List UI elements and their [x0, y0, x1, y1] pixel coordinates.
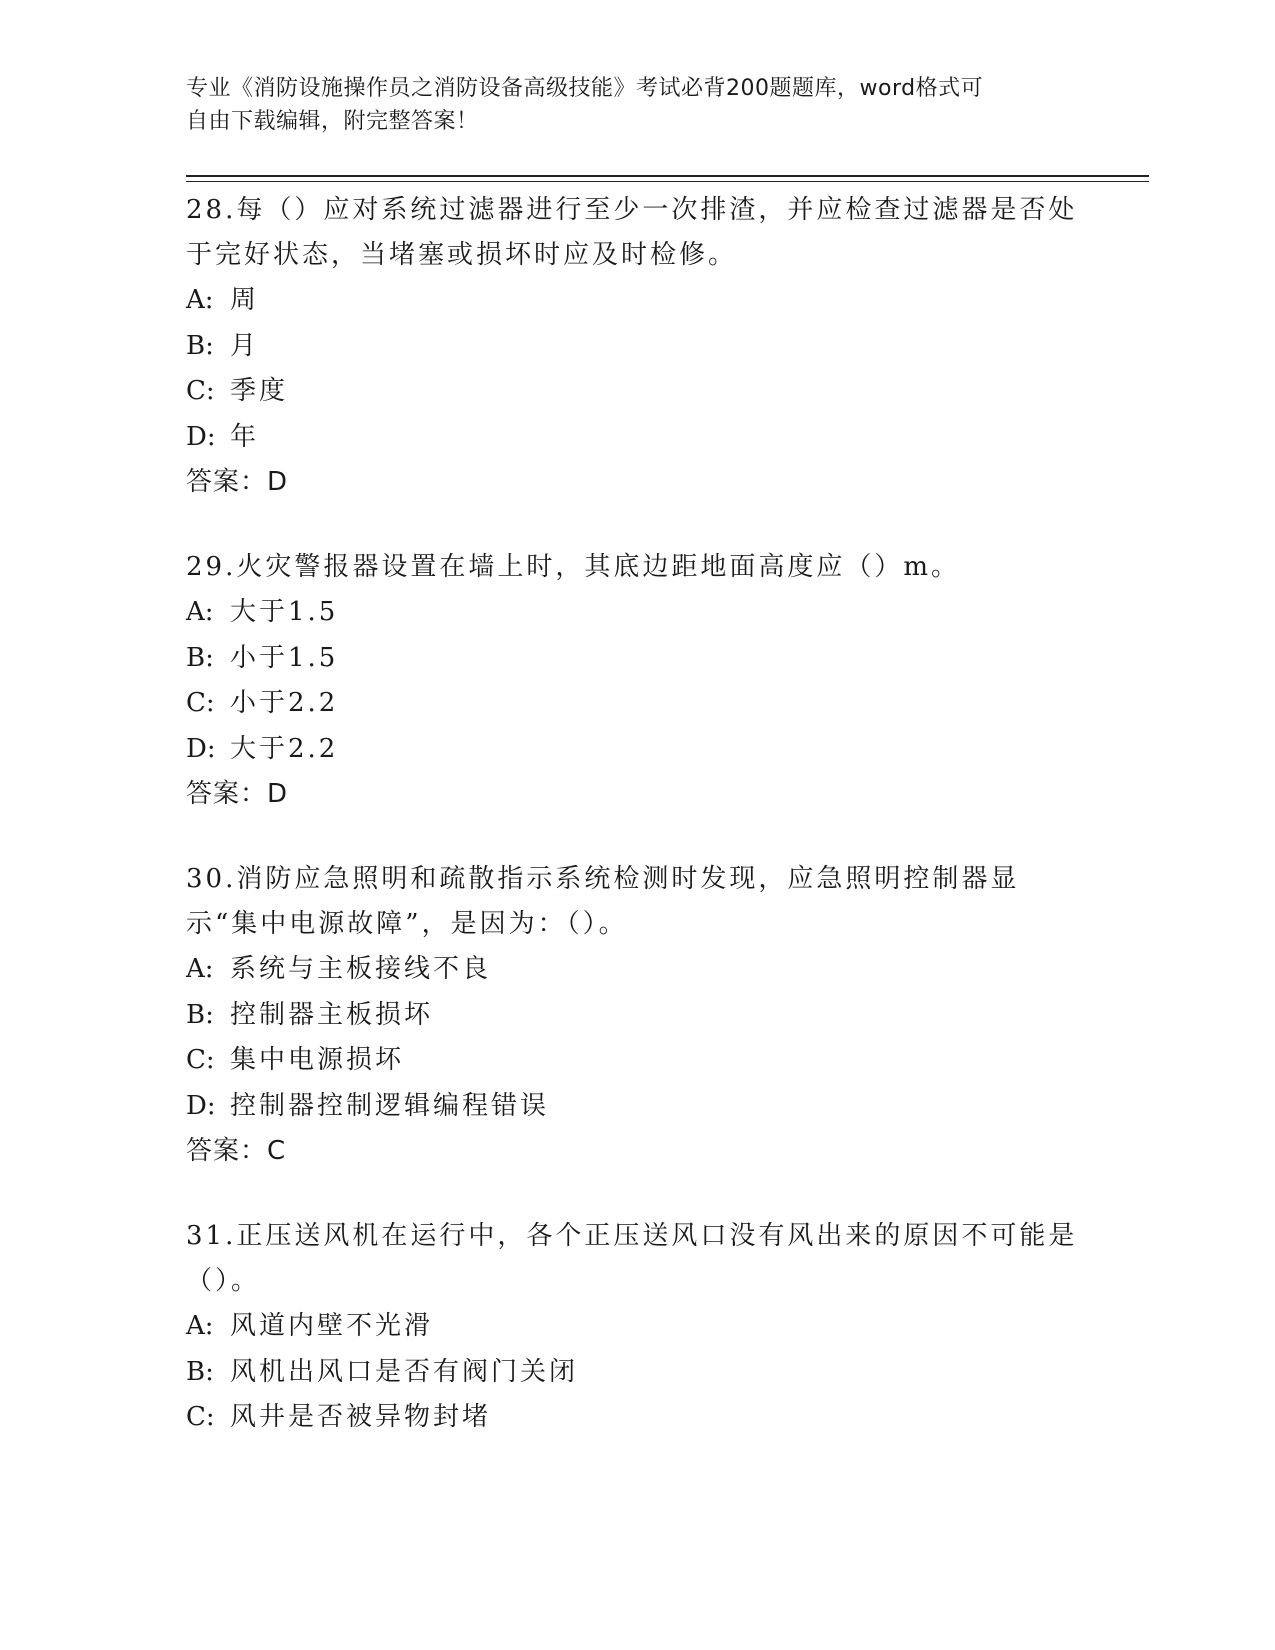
- option-d: [186, 415, 1086, 461]
- option-d: [186, 727, 1086, 773]
- answer-line: 答案：C: [186, 1136, 287, 1166]
- option-text: 周: [230, 285, 260, 315]
- option-text: 小于2.2: [230, 688, 339, 718]
- option-text: 控制器控制逻辑编程错误: [230, 1090, 550, 1121]
- document-header: [186, 72, 1066, 138]
- option-a: [186, 590, 1086, 636]
- option-c: [186, 1395, 1086, 1441]
- question-stem: 30.消防应急照明和疏散指示系统检测时发现，应急照明控制器显示“集中电源故障”，是因为：（）。: [186, 864, 1020, 939]
- option-text: 小于1.5: [230, 642, 339, 673]
- option-b: [186, 1350, 1086, 1396]
- option-b: [186, 993, 1086, 1039]
- option-text: 大于2.2: [230, 733, 339, 764]
- option-letter: B:: [186, 999, 214, 1030]
- option-letter: B:: [186, 642, 214, 673]
- question-stem: 28.每（）应对系统过滤器进行至少一次排渣，并应检查过滤器是否处于完好状态，当堵塞或损坏时应及时检修。: [186, 195, 1078, 270]
- option-letter: C:: [186, 688, 215, 718]
- option-letter: A:: [186, 954, 214, 984]
- option-c: [186, 681, 1086, 727]
- option-text: 风道内壁不光滑: [230, 1311, 434, 1341]
- header-line-1: 专业《消防设施操作员之消防设备高级技能》考试必背200题题库，word格式可: [186, 76, 984, 101]
- question-29: [186, 545, 1086, 817]
- option-letter: A:: [186, 597, 214, 627]
- answer-line: 答案：D: [186, 779, 289, 809]
- option-c: [186, 1038, 1086, 1084]
- option-b: [186, 636, 1086, 682]
- option-letter: A:: [186, 1311, 214, 1341]
- header-line-2: 自由下载编辑，附完整答案！: [186, 109, 479, 134]
- header-divider-thick: [186, 175, 1149, 177]
- option-letter: B:: [186, 330, 214, 361]
- option-text: 风机出风口是否有阀门关闭: [230, 1356, 579, 1387]
- answer-line: 答案：D: [186, 467, 289, 497]
- question-31: [186, 1214, 1086, 1441]
- question-stem: 29.火灾警报器设置在墙上时，其底边距地面高度应（）m。: [186, 552, 961, 582]
- option-text: 集中电源损坏: [230, 1045, 405, 1075]
- question-list: [186, 188, 1086, 1441]
- option-c: [186, 369, 1086, 415]
- option-a: [186, 278, 1086, 324]
- option-letter: C:: [186, 1045, 215, 1075]
- option-letter: A:: [186, 285, 214, 315]
- option-b: [186, 324, 1086, 370]
- option-text: 月: [230, 330, 260, 361]
- option-text: 年: [230, 421, 260, 452]
- option-d: [186, 1084, 1086, 1130]
- header-divider-thin: [186, 181, 1149, 182]
- option-text: 季度: [230, 376, 289, 406]
- option-a: [186, 1304, 1086, 1350]
- question-28: [186, 188, 1086, 505]
- question-stem: 31.正压送风机在运行中，各个正压送风口没有风出来的原因不可能是（）。: [186, 1221, 1078, 1296]
- option-text: 系统与主板接线不良: [230, 954, 492, 984]
- option-a: [186, 947, 1086, 993]
- option-letter: D:: [186, 1090, 216, 1121]
- option-letter: D:: [186, 421, 216, 452]
- question-30: [186, 857, 1086, 1174]
- option-letter: B:: [186, 1356, 214, 1387]
- option-letter: C:: [186, 376, 215, 406]
- option-letter: C:: [186, 1402, 215, 1432]
- option-letter: D:: [186, 733, 216, 764]
- option-text: 风井是否被异物封堵: [230, 1402, 492, 1432]
- option-text: 大于1.5: [230, 597, 339, 627]
- option-text: 控制器主板损坏: [230, 999, 434, 1030]
